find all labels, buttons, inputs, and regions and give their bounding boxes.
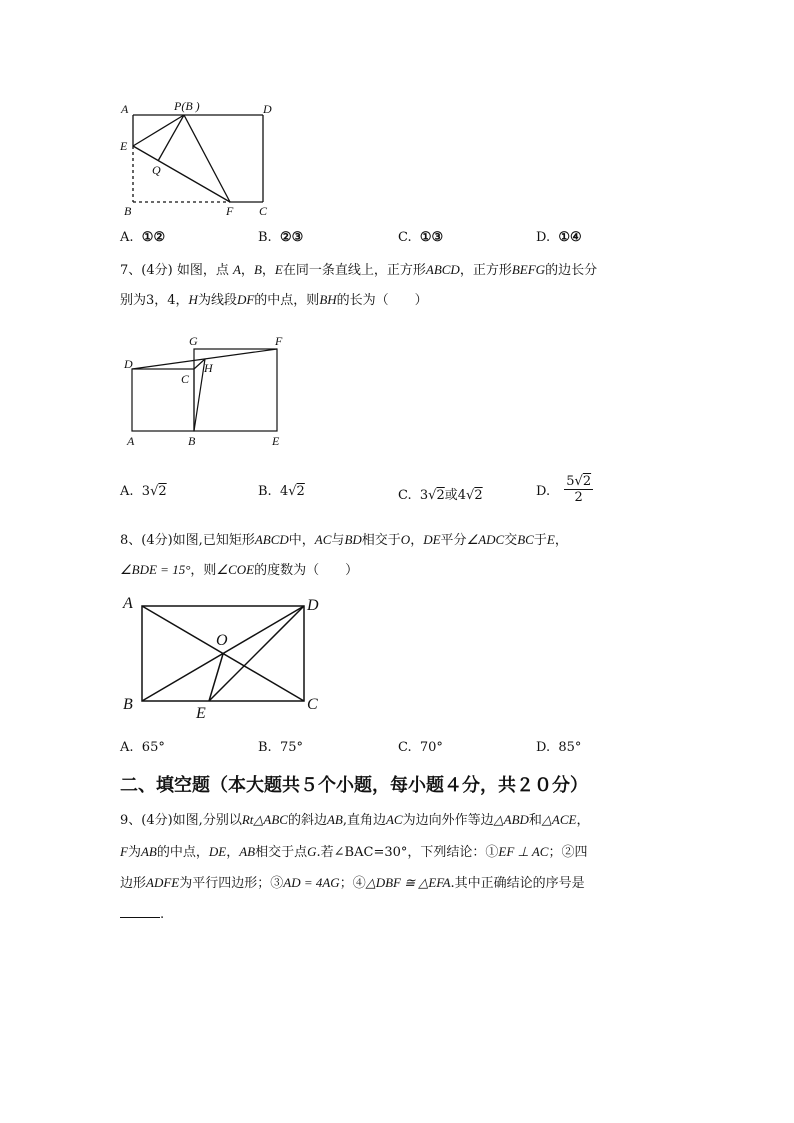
q8-option-b[interactable] (258, 740, 303, 755)
q7-option-d[interactable] (536, 474, 593, 505)
radicand: 2 (582, 474, 592, 489)
math-ac: AC (385, 812, 403, 827)
sqrt-symbol: √2 (428, 488, 445, 503)
math-angle-bde: ∠BDE = 15° (120, 562, 191, 577)
option-value: ①③ (419, 229, 444, 244)
math-bd: BD (344, 532, 362, 547)
q7-text: 的中点，则 (254, 293, 320, 308)
math-triangle-abd: △ABD (493, 812, 529, 827)
q6-option-c[interactable] (398, 229, 443, 245)
q9-text: 的斜边 (287, 813, 327, 828)
q7-text: 别为3，4， (120, 293, 189, 308)
q7-stem-line2 (120, 293, 428, 307)
q8-text: 相交于 (361, 533, 401, 548)
or-text: 或 (444, 488, 458, 503)
section-heading-fill-in: 二、填空题（本大题共５个小题，每小题４分，共２０分） (120, 775, 588, 796)
fraction (564, 474, 593, 505)
math-ab: AB (326, 812, 343, 827)
label-a: A (121, 102, 129, 116)
math-de: DE (208, 844, 227, 859)
math-bc: BC (517, 532, 534, 547)
q9-text: ；④ (339, 876, 366, 891)
label-o: O (216, 632, 228, 649)
label-c: C (307, 696, 318, 713)
label-f: F (226, 204, 234, 218)
option-letter: D. (536, 740, 551, 755)
label-b: B (188, 434, 196, 448)
q9-text: ,直角边 (342, 813, 386, 828)
figure-q6 (112, 98, 282, 222)
sqrt-symbol: √2 (288, 484, 305, 499)
option-value: 75° (279, 740, 303, 755)
q9-stem-line2 (120, 845, 588, 859)
q8-option-a[interactable] (120, 740, 165, 755)
math-angle-coe: ∠COE (216, 562, 255, 577)
label-p: P(B ) (174, 99, 200, 113)
q9-text: 的中点， (156, 845, 209, 860)
math-congruence: △DBF ≅ △EFA (365, 875, 451, 890)
option-coef: 5 (566, 474, 575, 489)
label-e: E (196, 705, 206, 720)
math-a: A (232, 262, 241, 277)
label-d: D (124, 357, 133, 371)
math-abcd: ABCD (254, 532, 289, 547)
label-b: B (124, 204, 132, 218)
math-f: F (120, 844, 128, 859)
answer-blank[interactable] (120, 905, 160, 918)
option-coef: 4 (457, 488, 467, 503)
q9-text: 和 (528, 813, 542, 828)
q6-option-a[interactable] (120, 229, 165, 245)
label-d: D (307, 597, 319, 614)
option-coef: 3 (141, 484, 151, 499)
q6-option-b[interactable] (258, 229, 303, 245)
math-adfe: ADFE (146, 875, 180, 890)
label-a: A (123, 595, 133, 612)
q8-stem-line1 (120, 533, 568, 547)
q8-option-c[interactable] (398, 740, 443, 755)
option-letter: A. (120, 740, 134, 755)
math-b: B (253, 262, 262, 277)
q9-text: ， (226, 845, 240, 860)
q9-text: 相交于点 (255, 845, 308, 860)
q9-text: 边形 (120, 876, 147, 891)
q8-text: ，则 (190, 563, 217, 578)
math-e: E (546, 532, 555, 547)
math-ad-eq-4ag: AD = 4AG (283, 875, 340, 890)
radicand: 2 (158, 484, 167, 499)
math-ac: AC (314, 532, 332, 547)
math-rt-triangle-abc: Rt△ABC (241, 812, 288, 827)
option-letter: C. (398, 740, 412, 755)
math-triangle-ace: △ACE (541, 812, 577, 827)
q9-text: .其中正确结论的序号是 (450, 876, 585, 891)
option-value: 70° (419, 740, 443, 755)
label-h: H (204, 361, 213, 375)
option-letter: D. (536, 230, 551, 245)
option-coef: 3 (419, 488, 429, 503)
q8-text: ， (410, 533, 424, 548)
q7-stem-line1: 7、(4分) 如图，点 A，B，E在同一条直线上，正方形ABCD，正方形BEFG的边长分 (120, 262, 598, 278)
label-g: G (189, 334, 198, 348)
option-letter: C. (398, 230, 412, 245)
option-letter: C. (398, 488, 412, 503)
radicand: 2 (296, 484, 305, 499)
math-angle-adc: ∠ADC (466, 532, 505, 547)
option-coef: 4 (279, 484, 289, 499)
fraction-denominator: 2 (574, 490, 583, 505)
q7-option-a[interactable] (120, 484, 167, 499)
q8-text: 平分 (440, 533, 467, 548)
label-c: C (259, 204, 268, 218)
label-f: F (275, 334, 283, 348)
label-b: B (123, 696, 133, 713)
q8-text: ， (554, 533, 568, 548)
q8-text: 8、(4分)如图,已知矩形 (120, 533, 255, 548)
q9-text: 为边向外作等边 (402, 813, 494, 828)
segment-ep (133, 115, 184, 146)
q8-option-d[interactable] (536, 740, 581, 755)
option-value: 65° (141, 740, 165, 755)
q9-text: ， (576, 813, 590, 828)
q9-text: 为 (127, 845, 141, 860)
math-befg: BEFG (511, 262, 546, 277)
option-letter: B. (258, 230, 272, 245)
figure-q7 (118, 330, 298, 452)
label-d: D (263, 102, 272, 116)
math-ab: AB (239, 844, 256, 859)
math-h: H (188, 292, 198, 307)
math-g: G (307, 844, 317, 859)
q8-text: 与 (331, 533, 345, 548)
q6-option-d[interactable] (536, 229, 582, 245)
q9-text: .若∠BAC=30°，下列结论：① (316, 845, 499, 860)
radicand: 2 (474, 488, 483, 503)
math-ef-perp-ac: EF ⊥ AC (498, 844, 549, 859)
q7-option-b[interactable] (258, 484, 305, 499)
sqrt-symbol: √2 (574, 474, 592, 489)
math-e: E (274, 262, 283, 277)
sqrt-symbol: √2 (466, 488, 483, 503)
label-e: E (272, 434, 280, 448)
q7-text: 在同一条直线上，正方形 (282, 263, 426, 278)
q9-answer-line (120, 905, 164, 921)
math-de: DE (423, 532, 441, 547)
q8-stem-line2 (120, 563, 358, 577)
label-q: Q (152, 163, 161, 177)
sqrt-symbol: √2 (150, 484, 167, 499)
q9-text: . (160, 907, 165, 922)
q7-text: ，正方形 (459, 263, 512, 278)
q9-text: 9、(4分)如图,分别以 (120, 813, 242, 828)
math-bh: BH (319, 292, 337, 307)
option-letter: D. (536, 484, 551, 499)
q8-text: 的度数为（ ） (254, 563, 359, 578)
option-letter: B. (258, 484, 272, 499)
q9-text: ；②四 (548, 845, 588, 860)
q9-text: 为平行四边形；③ (179, 876, 284, 891)
option-value: ①② (141, 229, 166, 244)
q9-stem-line1 (120, 813, 590, 827)
q9-stem-line3 (120, 876, 585, 890)
math-abcd: ABCD (425, 262, 460, 277)
math-ab: AB (140, 844, 157, 859)
label-e: E (120, 139, 128, 153)
label-c: C (181, 372, 190, 386)
option-letter: A. (120, 230, 134, 245)
q7-text: 为线段 (197, 293, 237, 308)
q7-text: 7、(4分) 如图，点 (120, 263, 229, 278)
option-value: ②③ (279, 229, 304, 244)
q7-text: 的长为（ ） (336, 293, 428, 308)
label-a: A (127, 434, 135, 448)
option-letter: A. (120, 484, 134, 499)
q7-option-c[interactable] (398, 484, 483, 503)
fraction-numerator (564, 474, 593, 490)
figure-q8 (118, 592, 330, 720)
option-letter: B. (258, 740, 272, 755)
q8-text: 中， (288, 533, 315, 548)
radicand: 2 (436, 488, 445, 503)
segment-pq (158, 115, 184, 161)
q8-text: 于 (533, 533, 547, 548)
option-value: 85° (558, 740, 582, 755)
q7-text: 的边长分 (545, 263, 598, 278)
math-o: O (400, 532, 411, 547)
math-df: DF (236, 292, 255, 307)
option-value: ①④ (558, 229, 582, 244)
q8-text: 交 (504, 533, 518, 548)
